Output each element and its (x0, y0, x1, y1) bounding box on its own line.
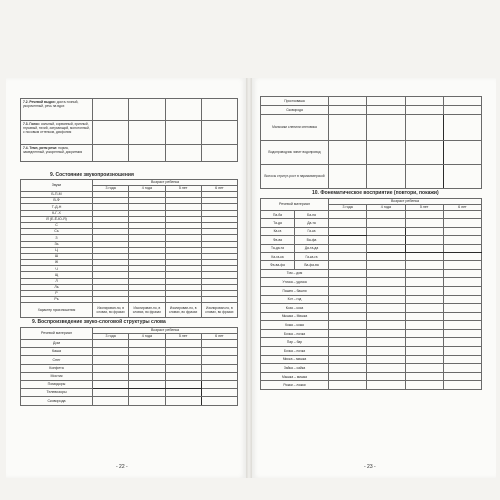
phoneme-word-cell (367, 286, 405, 295)
word-row (21, 356, 238, 364)
phoneme-word-cell (367, 338, 405, 347)
pair-cell (367, 219, 405, 227)
pair-cell (405, 261, 443, 269)
speech-desc: норма, замедленный, ускоренный, дисритмия (23, 146, 83, 155)
phoneme-word-cell (443, 329, 481, 338)
phoneme-word-cell (367, 381, 405, 390)
word-cell (93, 397, 129, 405)
top-word-row (261, 165, 482, 189)
pair-cell (329, 252, 367, 260)
top-word-cell (405, 115, 443, 141)
phoneme-word-cell (367, 329, 405, 338)
sound-label: Й (Е-Ё-Ю-Я) (21, 216, 93, 222)
pair-cell (405, 211, 443, 219)
phoneme-word-cell (443, 269, 481, 278)
pair-row (261, 236, 482, 244)
pair-a: Па-ба (261, 211, 295, 219)
top-word-cell (367, 115, 405, 141)
phoneme-word-cell (329, 372, 367, 381)
top-word-label: Волосы стригут-рост в парикмахерской (261, 165, 329, 189)
speech-cell (129, 99, 165, 121)
word-row (21, 380, 238, 388)
word-cell (129, 364, 165, 372)
sound-label: К-Г-Х (21, 210, 93, 216)
sound-label: Зь (21, 241, 93, 247)
phoneme-word-cell (367, 304, 405, 313)
speech-cell (201, 121, 237, 145)
sound-label: Сь (21, 229, 93, 235)
sound-label: Б-П-М (21, 192, 93, 198)
page-number-right: - 23 - (364, 464, 376, 470)
phoneme-word-cell (443, 312, 481, 321)
phoneme-word-cell (443, 304, 481, 313)
word-cell (165, 380, 201, 388)
top-word-cell (443, 97, 481, 106)
word-cell (93, 389, 129, 397)
top-word-cell (367, 141, 405, 165)
word-label: Мостик (21, 372, 93, 380)
word-label: Помидоры (21, 380, 93, 388)
word-cell (165, 364, 201, 372)
phoneme-word-cell (443, 286, 481, 295)
top-word-cell (367, 165, 405, 189)
sound-label: Ц (21, 247, 93, 253)
age-header-10: Возраст ребенка (329, 199, 482, 205)
phoneme-word-label: Том – дом (261, 269, 329, 278)
sound-label: Ль (21, 284, 93, 290)
sound-label: Рь (21, 297, 93, 303)
phoneme-word-label: Бочка – почка (261, 347, 329, 356)
word-label: Сковорода (21, 397, 93, 405)
word-cell (93, 356, 129, 364)
speech-title: 7.3. Голос: (23, 122, 41, 126)
pair-row (261, 261, 482, 269)
word-cell (201, 389, 237, 397)
phoneme-word-cell (405, 269, 443, 278)
pair-cell (367, 244, 405, 252)
phoneme-word-cell (329, 278, 367, 287)
speech-label (21, 99, 93, 121)
pair-cell (367, 252, 405, 260)
speech-table (20, 98, 238, 162)
phoneme-word-row (261, 278, 482, 287)
phoneme-word-cell (329, 338, 367, 347)
speech-cell (93, 121, 129, 145)
pair-a: Ка-га-ка (261, 252, 295, 260)
pair-cell (443, 252, 481, 260)
right-page (252, 78, 496, 478)
word-cell (165, 356, 201, 364)
phoneme-word-cell (405, 278, 443, 287)
sound-label: Ж (21, 260, 93, 266)
word-cell (165, 397, 201, 405)
phoneme-word-cell (443, 372, 481, 381)
speech-cell (129, 145, 165, 162)
pair-cell (329, 219, 367, 227)
phoneme-word-cell (367, 312, 405, 321)
sec10-title: 10. Фонематическое восприятие (повтори, покажи) (312, 190, 439, 196)
phoneme-word-label: Мышка – Мишка (261, 312, 329, 321)
sound-label: В-Ф (21, 198, 93, 204)
speech-cell (129, 121, 165, 145)
speech-cell (93, 145, 129, 162)
phoneme-word-row (261, 355, 482, 364)
phoneme-word-label: Кожа – кожа (261, 321, 329, 330)
char-value: Изолирован-но, в словах, во фразах (129, 303, 165, 318)
word-label: Конфета (21, 364, 93, 372)
pair-b: Да-та (295, 219, 329, 227)
top-word-row (261, 115, 482, 141)
phoneme-word-cell (405, 372, 443, 381)
pair-b: Да-та-да (295, 244, 329, 252)
phoneme-word-row (261, 329, 482, 338)
word-row (21, 340, 238, 348)
phoneme-word-cell (405, 338, 443, 347)
word-cell (201, 397, 237, 405)
phoneme-word-row (261, 321, 482, 330)
phoneme-word-cell (329, 286, 367, 295)
phoneme-word-row (261, 295, 482, 304)
top-word-label: Сковорода (261, 106, 329, 115)
speech-cell (165, 121, 201, 145)
word-cell (129, 372, 165, 380)
pair-cell (329, 236, 367, 244)
sound-header: Звуки (21, 180, 93, 192)
pair-row (261, 252, 482, 260)
pair-row (261, 227, 482, 235)
phoneme-word-row (261, 269, 482, 278)
top-word-cell (443, 115, 481, 141)
char-row (21, 303, 238, 318)
age-col-header: 3 года (93, 186, 129, 192)
word-cell (165, 389, 201, 397)
sound-label: Л (21, 278, 93, 284)
phoneme-word-label: Уточка – удочка (261, 278, 329, 287)
pair-row (261, 219, 482, 227)
pair-a: Фа-ва (261, 236, 295, 244)
sound-label: Ш (21, 253, 93, 259)
top-word-cell (329, 165, 367, 189)
pair-row (261, 244, 482, 252)
sound-label: Т-Д-Н (21, 204, 93, 210)
top-word-cell (405, 141, 443, 165)
top-word-cell (405, 165, 443, 189)
word-cell (129, 380, 165, 388)
word-label: Дом (21, 340, 93, 348)
phoneme-word-row (261, 381, 482, 390)
pair-a: Та-да-та (261, 244, 295, 252)
phoneme-word-cell (405, 347, 443, 356)
phoneme-word-row (261, 338, 482, 347)
word-cell (129, 348, 165, 356)
pair-cell (443, 219, 481, 227)
speech-cell (93, 99, 129, 121)
pair-cell (443, 261, 481, 269)
phoneme-word-cell (443, 278, 481, 287)
speech-cell (201, 145, 237, 162)
pair-cell (329, 261, 367, 269)
speech-title: 7.2. Речевой выдох: (23, 100, 56, 104)
pair-a: Фа-ва-фа (261, 261, 295, 269)
top-word-cell (443, 165, 481, 189)
pair-b: Га-ка-га (295, 252, 329, 260)
age-col-header: 4 года (129, 334, 165, 340)
phoneme-word-cell (329, 329, 367, 338)
top-word-cell (443, 141, 481, 165)
pair-cell (443, 244, 481, 252)
pair-cell (405, 252, 443, 260)
phoneme-table (260, 198, 482, 390)
phoneme-word-cell (329, 381, 367, 390)
phoneme-word-row (261, 312, 482, 321)
word-row (21, 372, 238, 380)
phoneme-word-label: Зайка – сайка (261, 364, 329, 373)
top-word-row (261, 141, 482, 165)
pair-cell (405, 244, 443, 252)
speech-desc: доста-точный, укороченный, речь на вдох (23, 100, 79, 109)
word-cell (201, 356, 237, 364)
phoneme-word-label: Миска – мишка (261, 355, 329, 364)
pair-b: Ва-фа-ва (295, 261, 329, 269)
word-cell (201, 348, 237, 356)
word-label: Снег (21, 356, 93, 364)
sound-table (20, 179, 238, 318)
pair-b: Ва-фа (295, 236, 329, 244)
char-value: Изолирован-но, в словах, во фразах (165, 303, 201, 318)
material-header-10: Речевой материал (261, 199, 329, 211)
phoneme-word-cell (329, 355, 367, 364)
top-word-cell (329, 97, 367, 106)
phoneme-word-cell (405, 364, 443, 373)
char-value: Изолирован-но, в словах, во фразах (201, 303, 237, 318)
phoneme-word-cell (367, 295, 405, 304)
phoneme-word-cell (367, 321, 405, 330)
phoneme-word-label: Кот – год (261, 295, 329, 304)
pair-cell (367, 211, 405, 219)
speech-cell (165, 99, 201, 121)
phoneme-word-cell (367, 347, 405, 356)
sound-label: З (21, 235, 93, 241)
phoneme-word-label: Мышка – мишка (261, 372, 329, 381)
left-page (6, 78, 246, 478)
pair-cell (405, 236, 443, 244)
age-col-header: 4 года (367, 205, 405, 211)
pair-cell (329, 211, 367, 219)
phoneme-word-cell (443, 381, 481, 390)
phoneme-word-cell (443, 338, 481, 347)
word-cell (93, 380, 129, 388)
sound-label: Щ (21, 272, 93, 278)
top-word-cell (329, 141, 367, 165)
phoneme-word-cell (405, 355, 443, 364)
phoneme-word-cell (405, 286, 443, 295)
age-col-header: 5 лет (405, 205, 443, 211)
speech-label (21, 121, 93, 145)
word-cell (129, 389, 165, 397)
phoneme-word-cell (329, 304, 367, 313)
age-header: Возраст ребенка (93, 180, 238, 186)
phoneme-word-cell (367, 372, 405, 381)
sound-label: С (21, 222, 93, 228)
phoneme-word-row (261, 364, 482, 373)
top-word-row (261, 106, 482, 115)
pair-a: Та-да (261, 219, 295, 227)
pair-row (261, 211, 482, 219)
pair-cell (329, 227, 367, 235)
phoneme-word-label: Коза – коса (261, 304, 329, 313)
phoneme-word-cell (329, 312, 367, 321)
phoneme-word-cell (329, 321, 367, 330)
speech-row (21, 145, 238, 162)
word-cell (201, 372, 237, 380)
top-words-table (260, 96, 482, 189)
word-label: Телевизоры (21, 389, 93, 397)
top-word-cell (443, 106, 481, 115)
speech-row (21, 99, 238, 121)
age-col-header: 6 лет (201, 334, 237, 340)
phoneme-word-cell (367, 364, 405, 373)
pair-b: Га-ка (295, 227, 329, 235)
sec9-title: 9. Состояние звукопроизношения (50, 172, 134, 178)
phoneme-word-label: Рожки – ложки (261, 381, 329, 390)
phoneme-word-row (261, 347, 482, 356)
page-number-left: - 22 - (116, 464, 128, 470)
top-word-label: Простокваша (261, 97, 329, 106)
age-col-header: 3 года (93, 334, 129, 340)
age-col-header: 6 лет (443, 205, 481, 211)
pair-cell (443, 236, 481, 244)
phoneme-word-cell (443, 355, 481, 364)
word-cell (129, 356, 165, 364)
phoneme-word-cell (329, 347, 367, 356)
top-word-label: Водопроводчик чинит водопровод (261, 141, 329, 165)
phoneme-word-cell (443, 295, 481, 304)
phoneme-word-row (261, 304, 482, 313)
phoneme-word-cell (443, 347, 481, 356)
phoneme-word-cell (329, 364, 367, 373)
top-word-cell (405, 106, 443, 115)
material-header: Речевой материал (21, 328, 93, 340)
pair-cell (405, 219, 443, 227)
age-col-header: 3 года (329, 205, 367, 211)
word-cell (93, 340, 129, 348)
pair-cell (367, 227, 405, 235)
speech-row (21, 121, 238, 145)
phoneme-word-cell (405, 329, 443, 338)
top-word-cell (367, 106, 405, 115)
char-value: Изолирован-но, в словах, во фразах (93, 303, 129, 318)
top-word-label: Мальчики слепили снеговика (261, 115, 329, 141)
pair-b: Ба-па (295, 211, 329, 219)
top-word-cell (329, 115, 367, 141)
pair-cell (367, 236, 405, 244)
sound-label: Ч (21, 266, 93, 272)
word-label: Каша (21, 348, 93, 356)
pair-cell (443, 227, 481, 235)
sound-label: Р (21, 291, 93, 297)
phoneme-word-row (261, 286, 482, 295)
speech-desc: сильный, сорванный, хриплый, гнусавый, тихий, затухающий, монотонный, с носовым оттенком, дисфония (23, 122, 90, 135)
phoneme-word-cell (405, 321, 443, 330)
word-cell (93, 372, 129, 380)
age-col-header: 4 года (129, 186, 165, 192)
pair-cell (405, 227, 443, 235)
word-cell (93, 348, 129, 356)
word-row (21, 364, 238, 372)
phoneme-word-cell (405, 312, 443, 321)
top-word-cell (329, 106, 367, 115)
word-row (21, 397, 238, 405)
word-cell (165, 372, 201, 380)
speech-cell (201, 99, 237, 121)
sec9b-title: 9. Воспроизведение звуко-слоговой структуры слова (32, 319, 166, 325)
word-cell (93, 364, 129, 372)
phoneme-word-label: Бочка – почка (261, 329, 329, 338)
phoneme-word-cell (367, 269, 405, 278)
top-word-cell (405, 97, 443, 106)
top-word-row (261, 97, 482, 106)
word-row (21, 389, 238, 397)
phoneme-word-row (261, 372, 482, 381)
age-header-9b: Возраст ребенка (93, 328, 238, 334)
phoneme-word-cell (367, 278, 405, 287)
word-cell (165, 348, 201, 356)
pair-cell (367, 261, 405, 269)
top-word-cell (367, 97, 405, 106)
speech-title: 7.4. Темп, ритм речи: (23, 146, 58, 150)
phoneme-word-cell (329, 269, 367, 278)
word-cell (165, 340, 201, 348)
phoneme-word-cell (329, 295, 367, 304)
word-cell (129, 397, 165, 405)
speech-cell (165, 145, 201, 162)
char-label: Характер произношения (21, 303, 93, 318)
age-col-header: 6 лет (201, 186, 237, 192)
age-col-header: 5 лет (165, 334, 201, 340)
phoneme-word-label: Пар – бар (261, 338, 329, 347)
speech-label (21, 145, 93, 162)
phoneme-word-label: Пашня – башня (261, 286, 329, 295)
age-col-header: 5 лет (165, 186, 201, 192)
word-cell (129, 340, 165, 348)
phoneme-word-cell (405, 381, 443, 390)
word-cell (201, 380, 237, 388)
phoneme-word-cell (443, 321, 481, 330)
word-cell (201, 364, 237, 372)
pair-cell (443, 211, 481, 219)
word-row (21, 348, 238, 356)
word-cell (201, 340, 237, 348)
phoneme-word-cell (443, 364, 481, 373)
phoneme-word-cell (405, 295, 443, 304)
phoneme-word-cell (405, 304, 443, 313)
pair-cell (329, 244, 367, 252)
pair-a: Ка-га (261, 227, 295, 235)
syllable-table (20, 327, 238, 406)
phoneme-word-cell (367, 355, 405, 364)
